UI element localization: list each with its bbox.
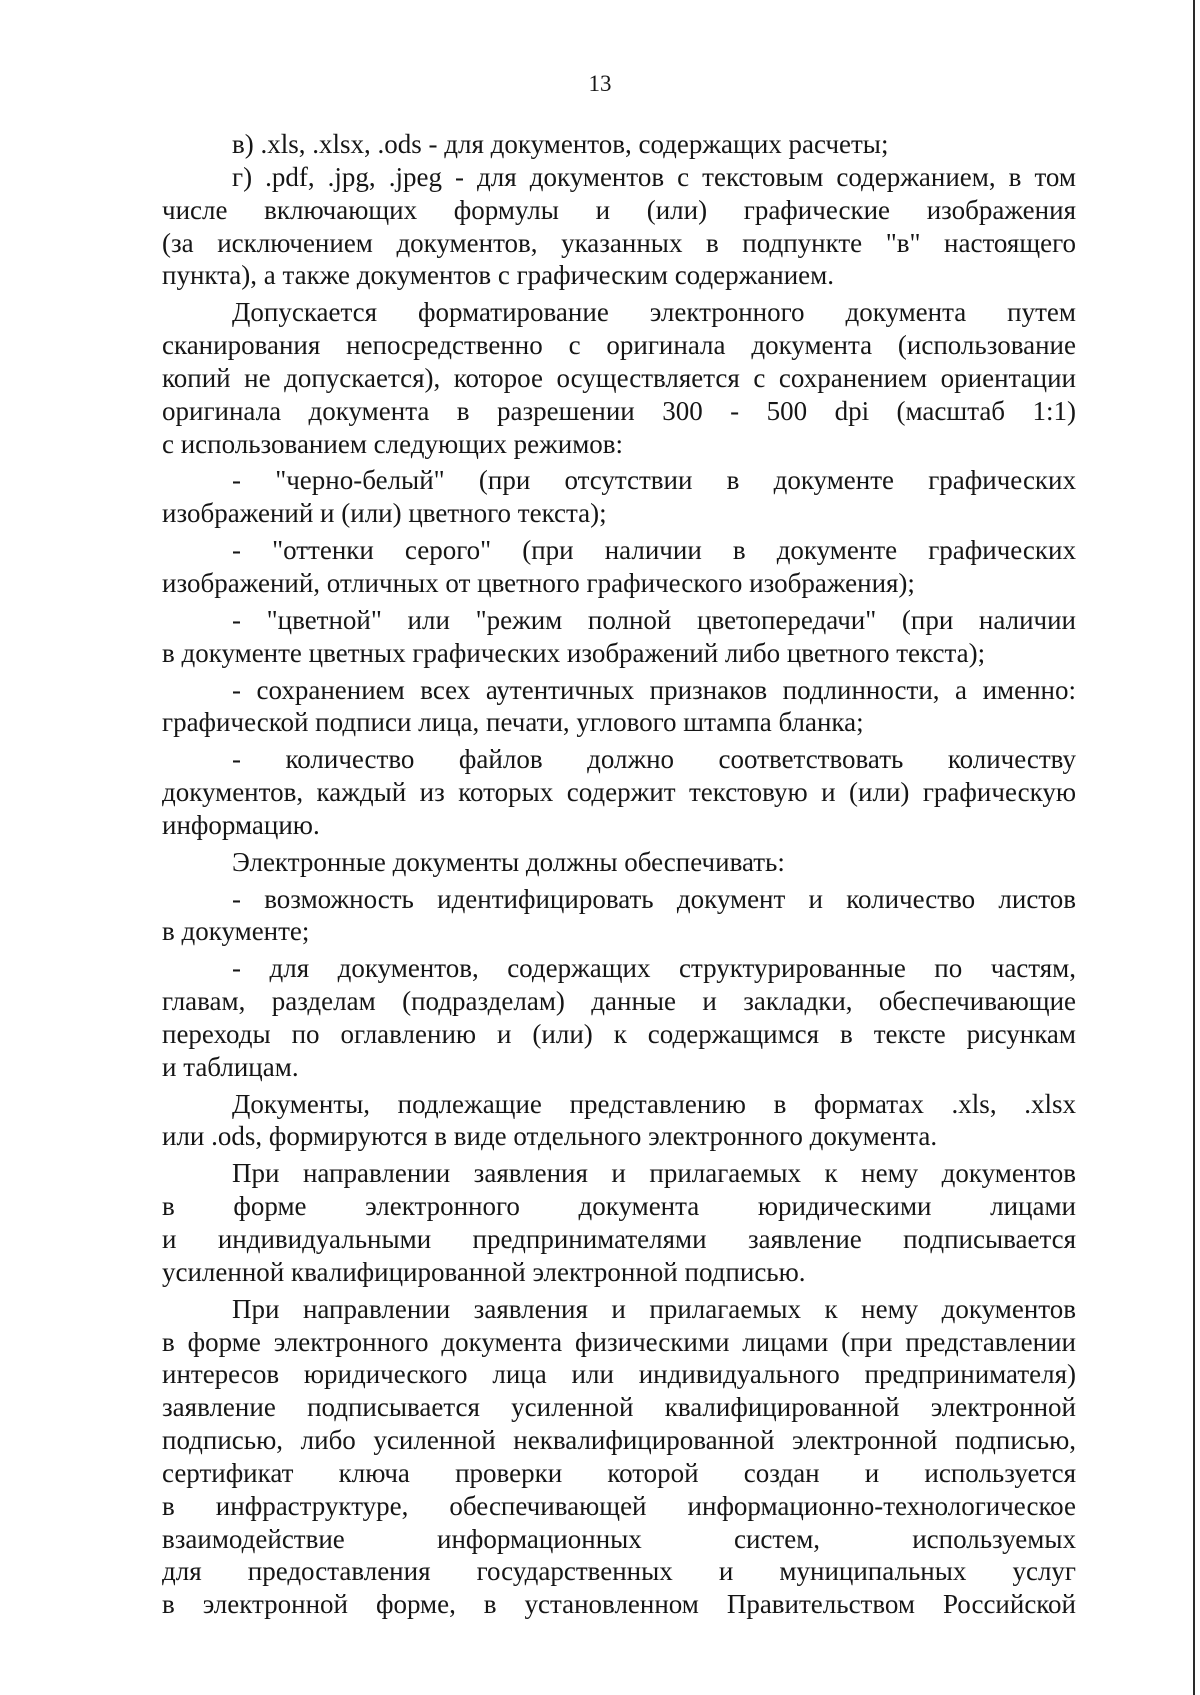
text-line: сканирования непосредственно с оригинала документа (использование	[162, 330, 1076, 361]
text-line: оригинала документа в разрешении 300 - 500 dpi (масштаб 1:1)	[162, 395, 1076, 426]
text-line: переходы по оглавлению и (или) к содержащимся в тексте рисункам	[162, 1018, 1076, 1049]
text-line: Документы, подлежащие представлению в форматах .xls, .xlsx	[232, 1088, 1076, 1119]
text-line: в форме электронного документа физическими лицами (при представлении	[162, 1326, 1076, 1357]
text-line: - "цветной" или "режим полной цветопередачи" (при наличии	[232, 604, 1076, 635]
page-number: 13	[588, 71, 612, 96]
text-line: информацию.	[162, 809, 320, 840]
text-line: взаимодействие информационных систем, используемых	[162, 1523, 1076, 1554]
text-line: или .ods, формируются в виде отдельного электронного документа.	[162, 1121, 938, 1152]
text-line: в документе цветных графических изображений либо цветного текста);	[162, 637, 986, 668]
text-line: числе включающих формулы и (или) графические изображения	[162, 194, 1076, 225]
text-line: - возможность идентифицировать документ и количество листов	[232, 883, 1076, 914]
text-line: копий не допускается), которое осуществляется с сохранением ориентации	[162, 362, 1076, 393]
text-line: главам, разделам (подразделам) данные и закладки, обеспечивающие	[162, 986, 1076, 1017]
text-line: в инфраструктуре, обеспечивающей информационно-технологическое	[162, 1490, 1076, 1521]
text-line: Допускается форматирование электронного документа путем	[232, 297, 1076, 328]
text-line: интересов юридического лица или индивидуального предпринимателя)	[162, 1359, 1076, 1390]
text-line: При направлении заявления и прилагаемых к нему документов	[232, 1158, 1076, 1189]
text-line: и таблицам.	[162, 1051, 299, 1082]
text-line: (за исключением документов, указанных в подпункте "в" настоящего	[162, 227, 1076, 258]
text-line: подписью, либо усиленной неквалифицированной электронной подписью,	[162, 1425, 1076, 1456]
text-line: в форме электронного документа юридическими лицами	[162, 1191, 1076, 1222]
text-line: для предоставления государственных и муниципальных услуг	[162, 1556, 1076, 1587]
text-line: в электронной форме, в установленном Правительством Российской	[162, 1589, 1076, 1620]
document-body	[162, 128, 1076, 1621]
text-line: г) .pdf, .jpg, .jpeg - для документов с текстовым содержанием, в том	[232, 161, 1076, 192]
text-line: сертификат ключа проверки которой создан и используется	[162, 1457, 1076, 1488]
text-line: изображений и (или) цветного текста);	[162, 498, 607, 529]
text-line: Электронные документы должны обеспечивать:	[232, 846, 785, 877]
text-line: - количество файлов должно соответствовать количеству	[232, 744, 1076, 775]
text-line: При направлении заявления и прилагаемых к нему документов	[232, 1293, 1076, 1324]
text-line: - для документов, содержащих структурированные по частям,	[232, 953, 1076, 984]
text-line: и индивидуальными предпринимателями заявление подписывается	[162, 1224, 1076, 1254]
text-line: пункта), а также документов с графическим содержанием.	[162, 260, 834, 291]
text-line: заявление подписывается усиленной квалифицированной электронной	[162, 1392, 1076, 1423]
text-line: в документе;	[162, 916, 310, 947]
text-line: - "черно-белый" (при отсутствии в документе графических	[232, 465, 1076, 496]
text-line: графической подписи лица, печати, углового штампа бланка;	[162, 707, 864, 738]
text-line: изображений, отличных от цветного графического изображения);	[162, 567, 915, 598]
scan-edge-line	[1193, 0, 1195, 1695]
text-line: документов, каждый из которых содержит текстовую и (или) графическую	[162, 777, 1076, 808]
text-line: усиленной квалифицированной электронной подписью.	[162, 1256, 806, 1287]
text-line: в) .xls, .xlsx, .ods - для документов, содержащих расчеты;	[232, 129, 889, 159]
text-line: с использованием следующих режимов:	[162, 428, 624, 459]
text-line: - "оттенки серого" (при наличии в документе графических	[232, 535, 1076, 566]
text-line: - сохранением всех аутентичных признаков подлинности, а именно:	[232, 674, 1076, 705]
